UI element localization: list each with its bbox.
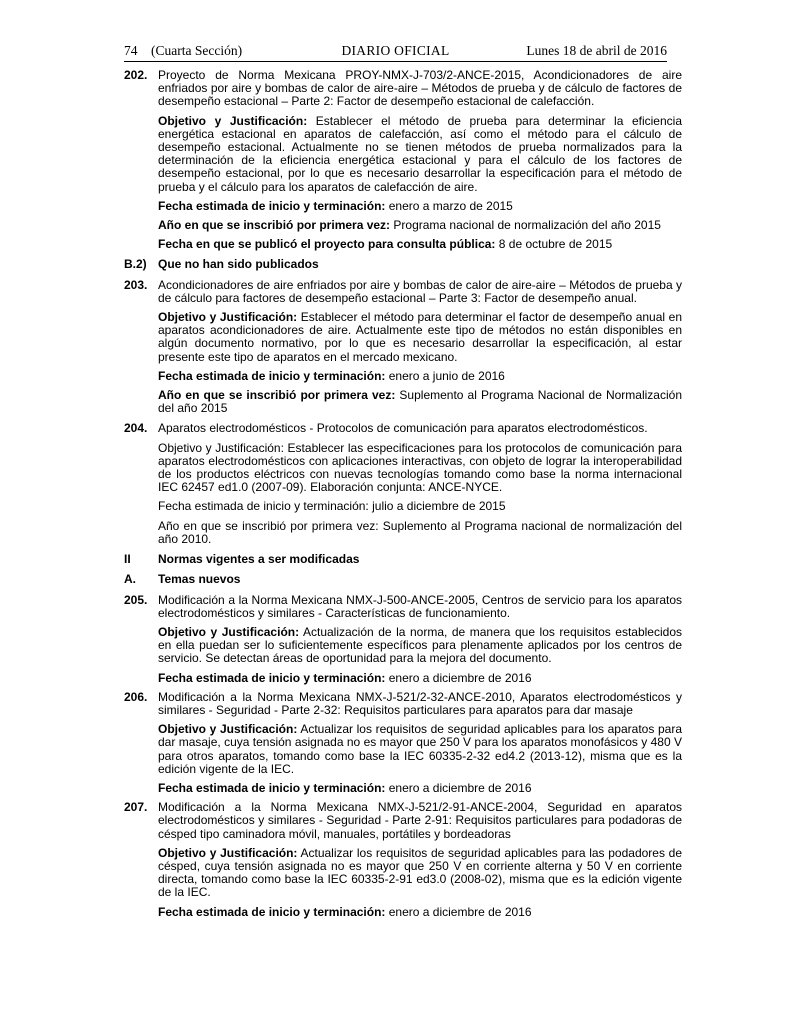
dates-text: enero a junio de 2016 — [388, 368, 505, 383]
section-number: B.2) — [124, 257, 147, 272]
entry-203 — [124, 279, 682, 416]
objective-text: Actualizar los requisitos de seguridad aplicables para los aparatos para dar masaje, cuya tensión asignada no es mayor que 250 V para los aparatos monofásicos y 480 V para otros aparatos, tomando como base la IEC 60335-2-32 ed4.2 (2013-12), misma que es la edición vigente de la IEC. — [158, 722, 682, 776]
entry-objective — [158, 115, 682, 194]
entry-number: 204. — [124, 421, 148, 436]
dates-text: enero a diciembre de 2016 — [388, 780, 532, 795]
entry-number: 203. — [124, 277, 148, 292]
section-title: Temas nuevos — [158, 572, 241, 587]
page-number: 74 — [124, 43, 138, 58]
year-label: Año en que se inscribió por primera vez: — [158, 218, 391, 233]
entry-202 — [124, 69, 682, 251]
entry-dates — [158, 782, 682, 795]
entry-204 — [124, 422, 682, 546]
section-heading-b2 — [124, 258, 682, 271]
entry-205 — [124, 594, 682, 685]
entry-title: Modificación a la Norma Mexicana NMX-J-521/2-32-ANCE-2010, Aparatos electrodomésticos y similares - Seguridad - Parte 2-32: Requisitos particulares para aparatos para dar masaje — [158, 689, 682, 717]
section-title: Normas vigentes a ser modificadas — [158, 552, 360, 567]
section-label: (Cuarta Sección) — [151, 43, 243, 58]
entry-objective — [158, 723, 682, 776]
objective-text: Actualización de la norma, de manera que los requisitos establecidos en ella puedan ser lo suficientemente específicos para plenamente aplicados por los centros de servicio. Se detectan áreas de oportunidad para la mejora del documento. — [158, 624, 682, 666]
entry-dates — [158, 200, 682, 213]
dates-label: Fecha estimada de inicio y terminación: — [158, 198, 386, 213]
published-text: 8 de octubre de 2015 — [498, 237, 613, 252]
objective-text: Establecer el método de prueba para determinar la eficiencia energética estacional en aparatos de calefacción, así como el método para el cálculo de desempeño estacional. Actualmente no se tienen métodos de prueba normalizados para la determinación de la eficiencia energética estacional y para el cálculo de los factores de desempeño estacional, por lo que es necesario desarrollar la especificación para el método de prueba y el cálculo para los aparatos de calefacción de aire. — [158, 113, 682, 194]
year-text: Programa nacional de normalización del año 2015 — [393, 218, 661, 233]
entry-207 — [124, 801, 682, 919]
dates-label: Fecha estimada de inicio y terminación: — [158, 670, 386, 685]
dates-label: Fecha estimada de inicio y terminación: — [158, 780, 386, 795]
objective-label: Objetivo y Justificación: — [158, 113, 308, 128]
year-label: Año en que se inscribió por primera vez: — [158, 388, 396, 403]
year-text: Suplemento al Programa Nacional de Normalización del año 2015 — [158, 388, 682, 416]
dates-label: Fecha estimada de inicio y terminación: — [158, 368, 386, 383]
document-body — [124, 69, 682, 919]
dates-text: enero a diciembre de 2016 — [388, 904, 532, 919]
dates-label: Fecha estimada de inicio y terminación: — [158, 904, 386, 919]
objective-label: Objetivo y Justificación: — [158, 722, 298, 737]
entry-number: 205. — [124, 592, 148, 607]
section-title: Que no han sido publicados — [158, 257, 319, 272]
entry-number: 206. — [124, 689, 148, 704]
publication-name: DIARIO OFICIAL — [341, 43, 450, 58]
entry-objective — [158, 847, 682, 900]
entry-objective: Objetivo y Justificación: Establecer las especificaciones para los protocolos de comunicación para aparatos electrodomésticos con aplicaciones interactivas, con objeto de lograr la interoperabilidad de los productos eléctricos con nuevas tecnologías tomando como base la norma internacional IEC 62457 ed1.0 (2007-09). Elaboración conjunta: ANCE-NYCE. — [158, 440, 682, 495]
entry-dates: Fecha estimada de inicio y terminación: julio a diciembre de 2015 — [158, 499, 506, 514]
entry-year — [158, 219, 682, 232]
objective-label: Objetivo y Justificación: — [158, 310, 298, 325]
entry-number: 202. — [124, 68, 148, 82]
entry-title: Aparatos electrodomésticos - Protocolos de comunicación para aparatos electrodomésticos. — [158, 421, 648, 436]
objective-label: Objetivo y Justificación: — [158, 845, 298, 860]
entry-title: Proyecto de Norma Mexicana PROY-NMX-J-703/2-ANCE-2015, Acondicionadores de aire enfriados por aire y bombas de calor de aire-aire – Métodos de prueba y de cálculo de factores de desempeño estacional – Parte 2: Factor de desempeño estacional de calefacción. — [158, 68, 682, 109]
publication-date: Lunes 18 de abril de 2016 — [526, 43, 667, 58]
objective-text: Actualizar los requisitos de seguridad aplicables para las podadores de césped, cuya tensión asignada no es mayor que 250 V en corriente alterna y 50 V en corriente directa, tomando como base la IEC 60335-2-91 ed3.0 (2008-02), misma que es la edición vigente de la IEC. — [158, 845, 683, 900]
section-heading-ii — [124, 553, 682, 566]
section-number: II — [124, 552, 131, 567]
header-rule — [124, 61, 667, 62]
entry-title: Acondicionadores de aire enfriados por aire y bombas de calor de aire-aire – Métodos de prueba y de cálculo para factores de desempeño estacional – Parte 3: Factor de desempeño anual. — [158, 277, 682, 305]
entry-number: 207. — [124, 800, 148, 815]
section-heading-a — [124, 573, 682, 586]
entry-published — [158, 238, 682, 251]
entry-206 — [124, 691, 682, 795]
entry-year — [158, 389, 682, 415]
objective-label: Objetivo y Justificación: — [158, 624, 300, 639]
page-header — [124, 43, 667, 60]
published-label: Fecha en que se publicó el proyecto para consulta pública: — [158, 237, 496, 252]
entry-title: Modificación a la Norma Mexicana NMX-J-521/2-91-ANCE-2004, Seguridad en aparatos electrodomésticos y similares - Seguridad - Parte 2-91: Requisitos particulares para podadoras de césped tipo caminadora móvil, manuales, portátiles y bordeadoras — [158, 800, 682, 841]
entry-dates — [158, 906, 682, 919]
entry-dates — [158, 672, 682, 685]
entry-year: Año en que se inscribió por primera vez: Suplemento al Programa nacional de normalización del año 2010. — [158, 518, 682, 546]
dates-text: enero a diciembre de 2016 — [388, 670, 532, 685]
entry-title: Modificación a la Norma Mexicana NMX-J-500-ANCE-2005, Centros de servicio para los aparatos electrodomésticos y similares - Características de funcionamiento. — [158, 592, 682, 620]
entry-dates — [158, 370, 682, 383]
entry-objective — [158, 311, 682, 364]
dates-text: enero a marzo de 2015 — [388, 198, 513, 213]
entry-objective — [158, 626, 682, 666]
objective-text: Establecer el método para determinar el factor de desempeño anual en aparatos acondicionadores de aire. Actualmente este tipo de métodos no están disponibles en algún documento normativo, por lo que es necesario desarrollar la especificación, al estar presente este tipo de aparatos en el mercado mexicano. — [158, 310, 682, 364]
section-number: A. — [124, 572, 136, 587]
